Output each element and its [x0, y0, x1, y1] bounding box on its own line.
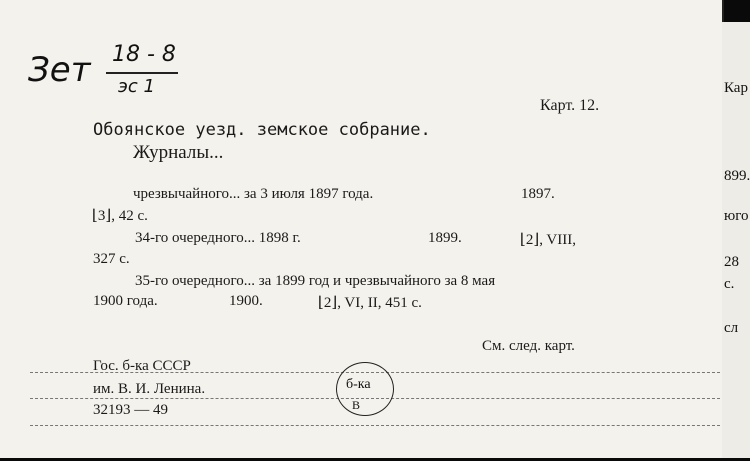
next-card-edge [722, 22, 750, 458]
separator-line [30, 425, 720, 426]
library-label: Гос. б-ка СССР [93, 358, 191, 374]
entry-1-year: 1897. [521, 186, 555, 202]
inventory-number: 32193 — 49 [93, 402, 168, 418]
entry-3-date: 1900 года. [93, 293, 158, 309]
handwritten-code: Зет [28, 50, 91, 90]
fraction-line [106, 72, 178, 74]
see-next-card: См. след. карт. [482, 338, 575, 354]
entry-2-year: 1899. [428, 230, 462, 246]
entry-1-pages: ⌊3⌋, 42 с. [92, 208, 148, 224]
entry-2-volumes: ⌊2⌋, VIII, [520, 232, 577, 248]
stamp-letter: В [352, 398, 361, 412]
library-name: им. В. И. Ленина. [93, 381, 206, 397]
card-number: Карт. 12. [540, 97, 600, 114]
handwritten-fraction-bottom: эс 1 [118, 76, 155, 97]
entry-2-pages: 327 с. [93, 251, 130, 267]
handwritten-fraction-top: 18 - 8 [112, 42, 176, 67]
next-card-fragment: сл [724, 320, 739, 336]
next-card-fragment: юго [724, 208, 749, 224]
entry-3-text: 35-го очередного... за 1899 год и чрезвычайного за 8 мая [135, 273, 496, 289]
stamp-text: б-ка [346, 377, 371, 392]
card-subtitle: Журналы... [133, 142, 224, 163]
entry-3-year: 1900. [229, 293, 263, 309]
card-title: Обоянское уезд. земское собрание. [93, 120, 431, 140]
next-card-fragment: с. [724, 276, 735, 292]
next-card-fragment: Кар [724, 80, 748, 96]
entry-3-pages: ⌊2⌋, VI, II, 451 с. [318, 295, 422, 311]
next-card-fragment: 899. [724, 168, 750, 184]
entry-1-text: чрезвычайного... за 3 июля 1897 года. [133, 186, 374, 202]
next-card-fragment: 28 [724, 254, 739, 270]
entry-2-text: 34-го очередного... 1898 г. [135, 230, 301, 246]
